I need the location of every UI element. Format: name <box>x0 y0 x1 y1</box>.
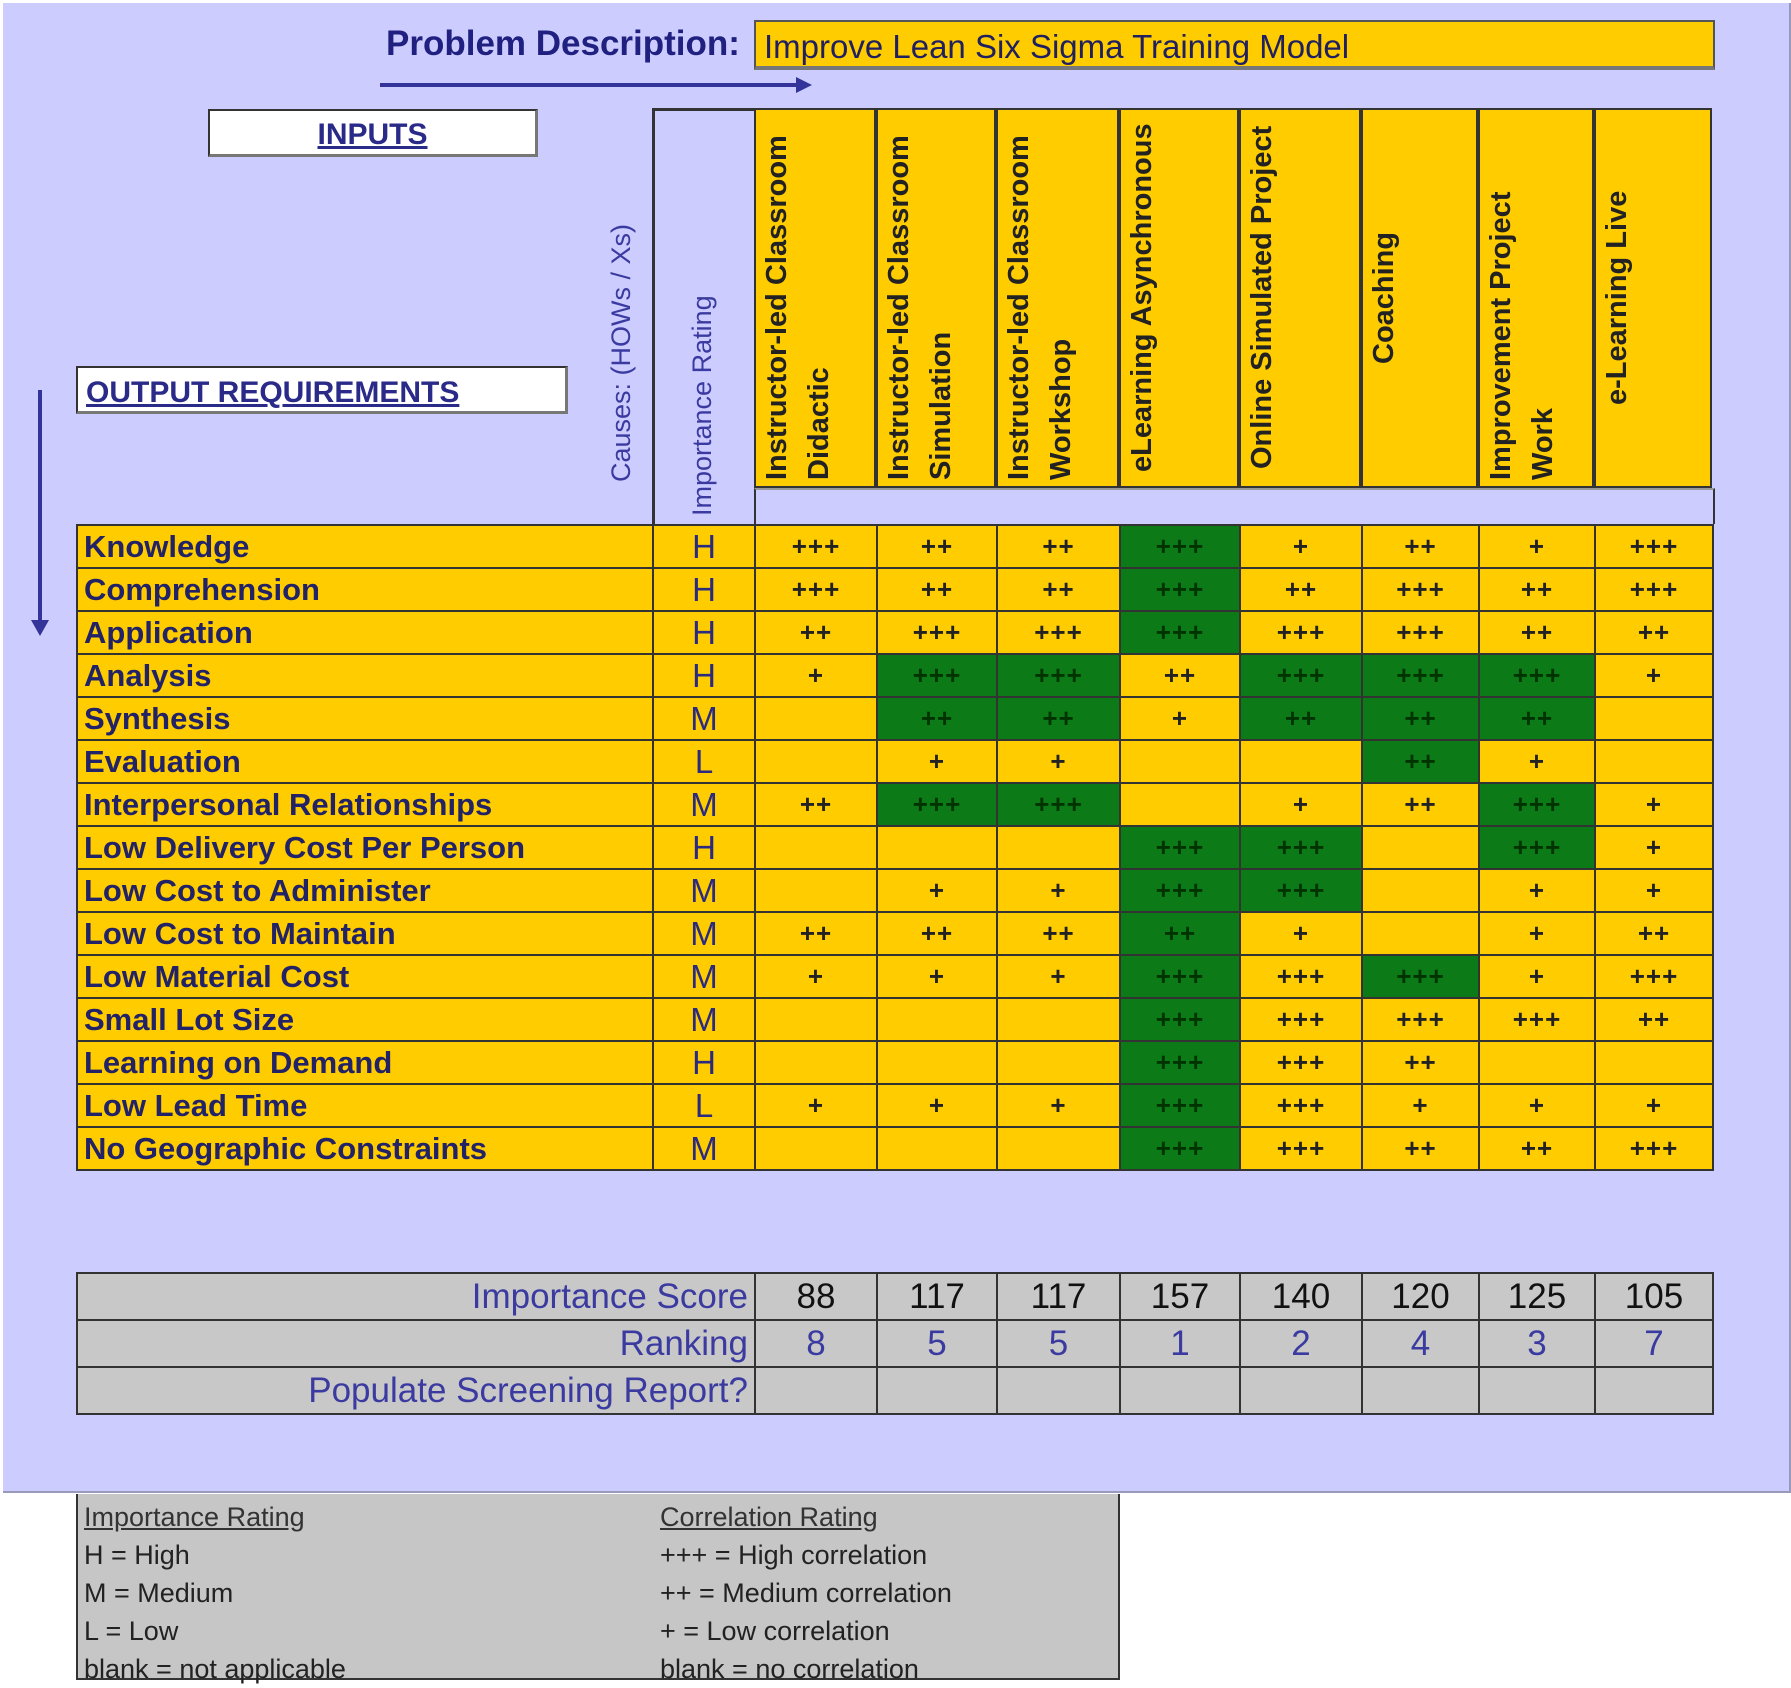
correlation-cell[interactable]: +++ <box>877 654 997 697</box>
correlation-cell[interactable]: +++ <box>1120 826 1240 869</box>
correlation-cell[interactable]: ++ <box>1595 998 1713 1041</box>
importance-rating-cell[interactable]: H <box>653 611 755 654</box>
correlation-cell[interactable]: ++ <box>1240 568 1362 611</box>
problem-description-field[interactable]: Improve Lean Six Sigma Training Model <box>754 20 1715 70</box>
populate-screening-cell[interactable] <box>755 1367 877 1414</box>
correlation-cell[interactable]: +++ <box>877 611 997 654</box>
correlation-cell[interactable]: + <box>755 955 877 998</box>
correlation-cell[interactable]: + <box>1479 525 1595 568</box>
correlation-cell[interactable]: ++ <box>877 525 997 568</box>
ranking-value: 2 <box>1240 1320 1362 1367</box>
correlation-cell[interactable]: +++ <box>1240 1041 1362 1084</box>
correlation-cell[interactable]: ++ <box>877 697 997 740</box>
importance-score-row-label: Importance Score <box>77 1273 755 1320</box>
populate-screening-cell[interactable] <box>877 1367 997 1414</box>
correlation-cell[interactable] <box>755 998 877 1041</box>
outputs-arrow-head-icon <box>31 620 49 636</box>
ranking-value: 5 <box>997 1320 1120 1367</box>
ranking-value: 1 <box>1120 1320 1240 1367</box>
correlation-cell[interactable]: +++ <box>1120 611 1240 654</box>
correlation-cell[interactable]: +++ <box>877 783 997 826</box>
correlation-cell[interactable]: +++ <box>1479 654 1595 697</box>
legend <box>76 1494 1120 1684</box>
requirements-matrix <box>76 524 1714 1171</box>
correlation-cell[interactable]: +++ <box>1120 869 1240 912</box>
populate-screening-cell[interactable] <box>1120 1367 1240 1414</box>
requirement-label[interactable]: Analysis <box>77 654 653 697</box>
correlation-cell[interactable]: +++ <box>755 568 877 611</box>
correlation-cell[interactable]: ++ <box>1479 611 1595 654</box>
correlation-cell[interactable]: +++ <box>1595 955 1713 998</box>
requirement-label[interactable]: Learning on Demand <box>77 1041 653 1084</box>
correlation-cell[interactable]: +++ <box>1595 568 1713 611</box>
correlation-cell[interactable] <box>997 998 1120 1041</box>
correlation-cell[interactable]: +++ <box>755 525 877 568</box>
correlation-cell[interactable]: ++ <box>997 912 1120 955</box>
importance-rating-cell[interactable]: M <box>653 783 755 826</box>
populate-screening-cell[interactable] <box>1240 1367 1362 1414</box>
correlation-cell[interactable]: ++ <box>755 783 877 826</box>
correlation-cell[interactable]: +++ <box>1240 654 1362 697</box>
column-header-label: Coaching <box>1368 231 1400 364</box>
correlation-cell[interactable]: + <box>997 955 1120 998</box>
correlation-cell[interactable] <box>755 697 877 740</box>
correlation-cell[interactable] <box>1479 1041 1595 1084</box>
correlation-cell[interactable] <box>1362 826 1479 869</box>
correlation-cell[interactable] <box>877 1127 997 1170</box>
importance-legend-item: L = Low <box>84 1616 179 1646</box>
requirement-label[interactable]: Synthesis <box>77 697 653 740</box>
correlation-cell[interactable]: +++ <box>1479 783 1595 826</box>
correlation-cell[interactable]: + <box>1479 955 1595 998</box>
correlation-cell[interactable]: ++ <box>1362 740 1479 783</box>
correlation-cell[interactable] <box>755 740 877 783</box>
importance-score-value: 105 <box>1595 1273 1713 1320</box>
populate-screening-cell[interactable] <box>1362 1367 1479 1414</box>
correlation-cell[interactable] <box>877 998 997 1041</box>
correlation-cell[interactable]: ++ <box>1362 1041 1479 1084</box>
correlation-cell[interactable]: + <box>1362 1084 1479 1127</box>
importance-score-value: 117 <box>877 1273 997 1320</box>
populate-screening-cell[interactable] <box>997 1367 1120 1414</box>
correlation-cell[interactable] <box>1120 783 1240 826</box>
causes-label: Causes: (HOWs / Xs) <box>606 223 636 482</box>
correlation-cell[interactable]: +++ <box>1595 525 1713 568</box>
requirement-label[interactable]: Interpersonal Relationships <box>77 783 653 826</box>
correlation-cell[interactable]: ++ <box>1240 697 1362 740</box>
correlation-cell[interactable]: +++ <box>1595 1127 1713 1170</box>
correlation-cell[interactable]: ++ <box>1479 568 1595 611</box>
correlation-cell[interactable]: +++ <box>1240 1084 1362 1127</box>
column-header <box>1119 108 1239 488</box>
importance-rating-cell[interactable]: H <box>653 525 755 568</box>
correlation-cell[interactable]: ++ <box>1120 912 1240 955</box>
correlation-cell[interactable]: ++ <box>1479 1127 1595 1170</box>
correlation-cell[interactable]: +++ <box>997 654 1120 697</box>
correlation-cell[interactable]: ++ <box>1479 697 1595 740</box>
inputs-label: INPUTS <box>208 109 538 157</box>
header-spacer <box>754 488 1715 524</box>
importance-rating-cell[interactable]: M <box>653 912 755 955</box>
importance-score-value: 140 <box>1240 1273 1362 1320</box>
matrix-row <box>77 1041 1713 1084</box>
matrix-row <box>77 740 1713 783</box>
correlation-cell[interactable]: ++ <box>997 697 1120 740</box>
correlation-cell[interactable]: +++ <box>1240 955 1362 998</box>
ranking-value: 8 <box>755 1320 877 1367</box>
correlation-cell[interactable]: + <box>1240 912 1362 955</box>
correlation-cell[interactable]: ++ <box>877 912 997 955</box>
matrix-row <box>77 525 1713 568</box>
correlation-cell[interactable]: + <box>877 869 997 912</box>
importance-legend-item: blank = not applicable <box>84 1654 346 1684</box>
correlation-legend-title: Correlation Rating <box>660 1502 878 1532</box>
matrix-row <box>77 912 1713 955</box>
correlation-cell[interactable]: + <box>997 1084 1120 1127</box>
correlation-cell[interactable]: +++ <box>1120 955 1240 998</box>
correlation-legend-item: ++ = Medium correlation <box>660 1578 952 1608</box>
importance-rating-cell[interactable]: H <box>653 568 755 611</box>
correlation-cell[interactable]: ++ <box>1362 525 1479 568</box>
importance-score-value: 120 <box>1362 1273 1479 1320</box>
requirement-label[interactable]: Small Lot Size <box>77 998 653 1041</box>
ranking-value: 7 <box>1595 1320 1713 1367</box>
importance-rating-cell[interactable]: H <box>653 826 755 869</box>
correlation-cell[interactable]: +++ <box>1240 826 1362 869</box>
requirement-label[interactable]: No Geographic Constraints <box>77 1127 653 1170</box>
matrix-row <box>77 1127 1713 1170</box>
correlation-cell[interactable]: +++ <box>1240 869 1362 912</box>
correlation-cell[interactable] <box>755 1041 877 1084</box>
column-header <box>1478 108 1594 488</box>
column-header <box>1361 108 1478 488</box>
problem-description-label: Problem Description: <box>386 24 740 63</box>
correlation-cell[interactable]: + <box>1595 1084 1713 1127</box>
importance-rating-cell[interactable]: H <box>653 1041 755 1084</box>
matrix-row <box>77 869 1713 912</box>
importance-legend <box>84 1498 346 1688</box>
populate-screening-cell[interactable] <box>1595 1367 1713 1414</box>
requirement-label[interactable]: Comprehension <box>77 568 653 611</box>
correlation-cell[interactable]: + <box>877 955 997 998</box>
correlation-cell[interactable]: +++ <box>1362 611 1479 654</box>
correlation-cell[interactable] <box>1595 1041 1713 1084</box>
correlation-cell[interactable]: +++ <box>1240 611 1362 654</box>
correlation-cell[interactable] <box>755 826 877 869</box>
importance-rating-cell[interactable]: M <box>653 955 755 998</box>
matrix-row <box>77 654 1713 697</box>
correlation-cell[interactable] <box>997 826 1120 869</box>
requirement-label[interactable]: Low Cost to Administer <box>77 869 653 912</box>
correlation-cell[interactable]: +++ <box>1120 998 1240 1041</box>
column-header-label: Instructor-led Classroom Simulation <box>883 135 957 480</box>
correlation-cell[interactable]: + <box>1479 1084 1595 1127</box>
column-header <box>996 108 1119 488</box>
correlation-cell[interactable]: +++ <box>1362 998 1479 1041</box>
importance-legend-item: M = Medium <box>84 1578 234 1608</box>
populate-screening-row <box>77 1367 1713 1414</box>
correlation-cell[interactable]: ++ <box>755 912 877 955</box>
requirement-label[interactable]: Low Lead Time <box>77 1084 653 1127</box>
ranking-row <box>77 1320 1713 1367</box>
requirement-label[interactable]: Low Material Cost <box>77 955 653 998</box>
correlation-cell[interactable]: ++ <box>997 568 1120 611</box>
matrix-row <box>77 568 1713 611</box>
correlation-cell[interactable]: + <box>1595 783 1713 826</box>
scores-table <box>76 1272 1714 1415</box>
column-header-label: Instructor-led Classroom Didactic <box>761 135 835 480</box>
importance-score-value: 157 <box>1120 1273 1240 1320</box>
correlation-cell[interactable]: +++ <box>1240 998 1362 1041</box>
populate-screening-cell[interactable] <box>1479 1367 1595 1414</box>
importance-rating-cell[interactable]: L <box>653 740 755 783</box>
importance-legend-title: Importance Rating <box>84 1502 305 1532</box>
populate-screening-row-label: Populate Screening Report? <box>77 1367 755 1414</box>
correlation-cell[interactable]: +++ <box>1120 1127 1240 1170</box>
correlation-legend-item: +++ = High correlation <box>660 1540 928 1570</box>
correlation-cell[interactable]: + <box>997 740 1120 783</box>
ranking-value: 3 <box>1479 1320 1595 1367</box>
correlation-cell[interactable]: + <box>755 654 877 697</box>
importance-rating-cell[interactable]: M <box>653 697 755 740</box>
correlation-legend <box>660 1498 952 1688</box>
correlation-cell[interactable]: +++ <box>1479 826 1595 869</box>
column-header-label: Improvement Project Work <box>1485 191 1559 480</box>
correlation-cell[interactable]: +++ <box>1120 1041 1240 1084</box>
correlation-legend-item: + = Low correlation <box>660 1616 890 1646</box>
correlation-cell[interactable] <box>1120 740 1240 783</box>
correlation-cell[interactable]: + <box>1240 525 1362 568</box>
requirement-label[interactable]: Low Cost to Maintain <box>77 912 653 955</box>
correlation-cell[interactable] <box>997 1041 1120 1084</box>
correlation-cell[interactable]: ++ <box>997 525 1120 568</box>
correlation-cell[interactable]: +++ <box>1120 525 1240 568</box>
matrix-row <box>77 783 1713 826</box>
importance-rating-header-text: Importance Rating <box>687 295 717 516</box>
importance-rating-cell[interactable]: L <box>653 1084 755 1127</box>
importance-score-value: 117 <box>997 1273 1120 1320</box>
correlation-cell[interactable] <box>1595 740 1713 783</box>
correlation-cell[interactable]: +++ <box>1240 1127 1362 1170</box>
correlation-cell[interactable] <box>1240 740 1362 783</box>
correlation-cell[interactable]: + <box>1479 740 1595 783</box>
column-header-label: Online Simulated Project <box>1246 125 1278 470</box>
importance-rating-cell[interactable]: H <box>653 654 755 697</box>
matrix-row <box>77 955 1713 998</box>
column-header <box>876 108 996 488</box>
correlation-cell[interactable] <box>877 1041 997 1084</box>
correlation-cell[interactable] <box>1595 697 1713 740</box>
inputs-arrow <box>380 83 800 87</box>
correlation-cell[interactable]: + <box>877 1084 997 1127</box>
correlation-cell[interactable]: +++ <box>997 611 1120 654</box>
column-header-label: e-Learning Live <box>1601 190 1633 405</box>
correlation-cell[interactable]: ++ <box>1595 912 1713 955</box>
correlation-cell[interactable]: + <box>1479 869 1595 912</box>
correlation-cell[interactable]: ++ <box>1362 697 1479 740</box>
correlation-legend-item: blank = no correlation <box>660 1654 919 1684</box>
output-requirements-label: OUTPUT REQUIREMENTS <box>76 366 568 414</box>
correlation-cell[interactable] <box>997 1127 1120 1170</box>
correlation-cell[interactable]: +++ <box>1362 955 1479 998</box>
requirement-label[interactable]: Evaluation <box>77 740 653 783</box>
correlation-cell[interactable]: ++ <box>755 611 877 654</box>
matrix-row <box>77 697 1713 740</box>
correlation-cell[interactable]: + <box>997 869 1120 912</box>
correlation-cell[interactable]: ++ <box>1120 654 1240 697</box>
correlation-cell[interactable]: +++ <box>1362 654 1479 697</box>
outputs-arrow <box>38 390 42 622</box>
correlation-cell[interactable]: + <box>1479 912 1595 955</box>
correlation-cell[interactable] <box>755 1127 877 1170</box>
correlation-cell[interactable]: +++ <box>1479 998 1595 1041</box>
importance-rating-cell[interactable]: M <box>653 998 755 1041</box>
matrix-row <box>77 998 1713 1041</box>
correlation-cell[interactable]: + <box>1120 697 1240 740</box>
correlation-cell[interactable]: ++ <box>1362 783 1479 826</box>
correlation-cell[interactable]: + <box>1595 826 1713 869</box>
correlation-cell[interactable] <box>1362 869 1479 912</box>
importance-score-value: 88 <box>755 1273 877 1320</box>
importance-rating-cell[interactable]: M <box>653 1127 755 1170</box>
importance-rating-cell[interactable]: M <box>653 869 755 912</box>
importance-legend-item: H = High <box>84 1540 190 1570</box>
column-header <box>1239 108 1361 488</box>
requirement-label[interactable]: Low Delivery Cost Per Person <box>77 826 653 869</box>
matrix-row <box>77 826 1713 869</box>
correlation-cell[interactable]: + <box>1595 869 1713 912</box>
requirement-label[interactable]: Application <box>77 611 653 654</box>
correlation-cell[interactable] <box>1362 912 1479 955</box>
ranking-value: 4 <box>1362 1320 1479 1367</box>
importance-score-row <box>77 1273 1713 1320</box>
correlation-cell[interactable]: ++ <box>1595 611 1713 654</box>
correlation-cell[interactable]: + <box>755 1084 877 1127</box>
correlation-cell[interactable]: + <box>1240 783 1362 826</box>
correlation-cell[interactable]: + <box>1595 654 1713 697</box>
column-header-label: eLearning Asynchronous <box>1126 123 1158 472</box>
correlation-cell[interactable]: + <box>877 740 997 783</box>
ranking-value: 5 <box>877 1320 997 1367</box>
correlation-cell[interactable]: +++ <box>1120 1084 1240 1127</box>
correlation-cell[interactable]: +++ <box>1362 568 1479 611</box>
correlation-cell[interactable]: +++ <box>1120 568 1240 611</box>
column-header-label: Instructor-led Classroom Workshop <box>1003 135 1077 480</box>
matrix-row <box>77 1084 1713 1127</box>
column-header <box>1594 108 1712 488</box>
correlation-cell[interactable]: +++ <box>997 783 1120 826</box>
correlation-cell[interactable]: ++ <box>877 568 997 611</box>
correlation-cell[interactable] <box>755 869 877 912</box>
ranking-row-label: Ranking <box>77 1320 755 1367</box>
requirement-label[interactable]: Knowledge <box>77 525 653 568</box>
column-header <box>754 108 876 488</box>
matrix-row <box>77 611 1713 654</box>
correlation-cell[interactable] <box>877 826 997 869</box>
correlation-cell[interactable]: ++ <box>1362 1127 1479 1170</box>
inputs-arrow-head-icon <box>796 77 812 93</box>
importance-score-value: 125 <box>1479 1273 1595 1320</box>
